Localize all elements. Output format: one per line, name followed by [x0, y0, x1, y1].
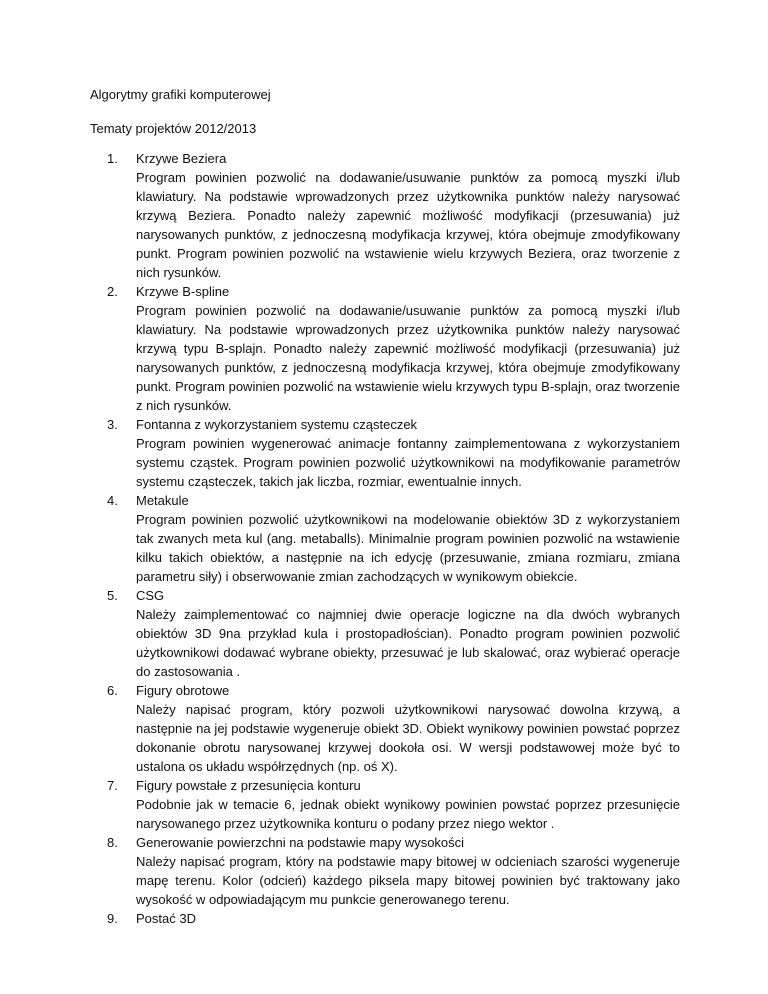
topic-description: Należy zaimplementować co najmniej dwie operacje logiczne na dla dwóch wybranych obiektów 3D 9na przykład kula i prostopadłościan). Ponadto program powinien pozwolić użytkownikowi dodawać wybrane obiekty, przesuwać je lub skalować, oraz wybierać operacje do zastosowania .	[136, 607, 680, 679]
topic-title: Generowanie powierzchni na podstawie mapy wysokości	[136, 835, 465, 850]
list-item	[90, 681, 680, 776]
topic-title: CSG	[136, 588, 165, 603]
topic-description: Program powinien pozwolić na dodawanie/usuwanie punktów za pomocą myszki i/lub klawiatury. Na podstawie wprowadzonych przez użytkownika punktów należy narysować krzywą Beziera. Ponadto należy zapewnić możliwość modyfikacji (przesuwania) już narysowanych punktów, z jednoczesną modyfikacja krzywej, która obejmuje zmodyfikowany punkt. Program powinien pozwolić na wstawienie wielu krzywych Beziera, oraz tworzenie z nich rysunków.	[136, 170, 680, 280]
topic-title: Fontanna z wykorzystaniem systemu cząsteczek	[136, 417, 418, 432]
list-item	[90, 833, 680, 909]
topic-number: 2.	[107, 284, 118, 299]
topic-title: Krzywe Beziera	[136, 151, 227, 166]
topic-number: 1.	[107, 151, 118, 166]
topic-number: 5.	[107, 588, 118, 603]
topic-description: Program powinien pozwolić użytkownikowi na modelowanie obiektów 3D z wykorzystaniem tak zwanych meta kul (ang. metaballs). Minimalnie program powinien pozwolić na wstawienie kilku takich obiektów, a następnie na ich edycję (przesuwanie, zmiana rozmiaru, zmiana parametru siły) i obserwowanie zmian zachodzących w wynikowym obiekcie.	[136, 512, 680, 584]
list-item	[90, 282, 680, 415]
list-item	[90, 149, 680, 282]
topic-description: Podobnie jak w temacie 6, jednak obiekt wynikowy powinien powstać poprzez przesunięcie narysowanego przez użytkownika konturu o podany przez niego wektor .	[136, 797, 680, 831]
topic-title: Postać 3D	[136, 911, 196, 926]
list-item	[90, 776, 680, 833]
topic-description: Należy napisać program, który na podstawie mapy bitowej w odcieniach szarości wygeneruje mapę terenu. Kolor (odcień) każdego piksela mapy bitowej powinien być traktowany jako wysokość w odpowiadającym mu punkcie generowanego terenu.	[136, 854, 680, 907]
topic-number: 3.	[107, 417, 118, 432]
document-subtitle: Tematy projektów 2012/2013	[90, 121, 257, 136]
topic-description: Program powinien wygenerować animacje fontanny zaimplementowana z wykorzystaniem systemu cząstek. Program powinien pozwolić użytkownikowi na modyfikowanie parametrów systemu cząsteczek, takich jak liczba, rozmiar, ewentualnie innych.	[136, 436, 680, 489]
topic-title: Krzywe B-spline	[136, 284, 230, 299]
topic-description: Należy napisać program, który pozwoli użytkownikowi narysować dowolna krzywą, a następnie na jej podstawie wygeneruje obiekt 3D. Obiekt wynikowy powinien powstać poprzez dokonanie obrotu narysowanej krzywej dookoła osi. W wersji podstawowej może być to ustalona os układu współrzędnych (np. oś X).	[136, 702, 680, 774]
topic-number: 9.	[107, 911, 118, 926]
topic-number: 4.	[107, 493, 118, 508]
topic-description: Program powinien pozwolić na dodawanie/usuwanie punktów za pomocą myszki i/lub klawiatury. Na podstawie wprowadzonych przez użytkownika punktów należy narysować krzywą typu B-splajn. Ponadto należy zapewnić możliwość modyfikacji (przesuwania) już narysowanych punktów, z jednoczesną modyfikacja krzywej, która obejmuje zmodyfikowany punkt. Program powinien pozwolić na wstawienie wielu krzywych typu B-splajn, oraz tworzenie z nich rysunków.	[136, 303, 680, 413]
list-item	[90, 586, 680, 681]
topics-list	[90, 149, 680, 928]
topic-number: 7.	[107, 778, 118, 793]
topic-title: Metakule	[136, 493, 189, 508]
list-item	[90, 491, 680, 586]
document-title: Algorytmy grafiki komputerowej	[90, 87, 271, 102]
topic-title: Figury powstałe z przesunięcia konturu	[136, 778, 361, 793]
topic-title: Figury obrotowe	[136, 683, 230, 698]
topic-number: 8.	[107, 835, 118, 850]
list-item	[90, 415, 680, 491]
topic-number: 6.	[107, 683, 118, 698]
list-item	[90, 909, 680, 928]
